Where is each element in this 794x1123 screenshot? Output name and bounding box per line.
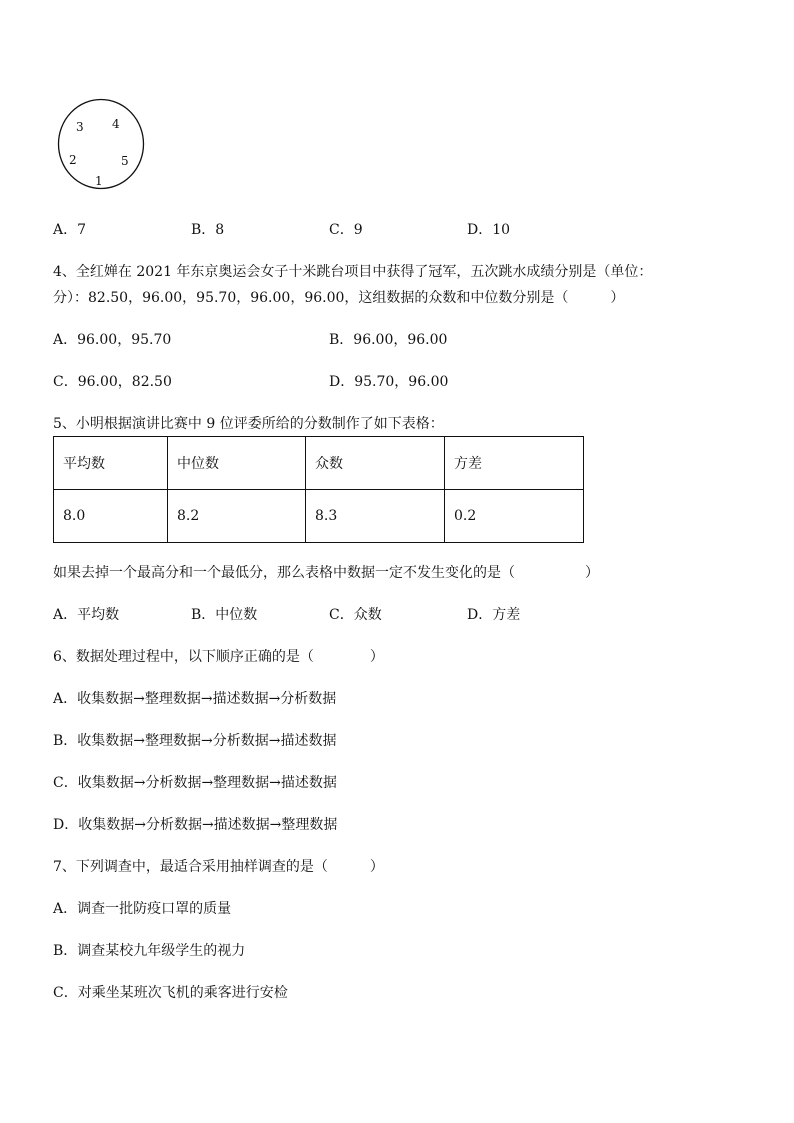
option-d: D．收集数据→分析数据→描述数据→整理数据 — [53, 817, 338, 833]
table-cell: 8.3 — [306, 490, 445, 543]
option-d: D．方差 — [467, 607, 521, 623]
question-5-stem: 5、小明根据演讲比赛中 9 位评委所给的分数制作了如下表格： — [53, 416, 444, 432]
question-6-stem: 6、数据处理过程中，以下顺序正确的是（ ） — [53, 649, 384, 665]
option-b: B．调查某校九年级学生的视力 — [53, 943, 246, 959]
question-7-stem: 7、下列调查中，最适合采用抽样调查的是（ ） — [53, 859, 384, 875]
option-b: B．中位数 — [191, 607, 258, 623]
table-cell: 0.2 — [445, 490, 584, 543]
table-header-row — [54, 437, 584, 490]
option-b: B．96.00，96.00 — [329, 332, 448, 348]
option-c: C．收集数据→分析数据→整理数据→描述数据 — [53, 775, 337, 791]
table-header-cell: 众数 — [306, 437, 445, 490]
table-header-cell: 方差 — [445, 437, 584, 490]
option-a: A．平均数 — [53, 607, 120, 623]
option-c: C．对乘坐某班次飞机的乘客进行安检 — [53, 985, 288, 1001]
option-d: D．10 — [467, 222, 511, 238]
table-row — [54, 490, 584, 543]
spinner-number: 3 — [76, 120, 84, 134]
spinner-number: 2 — [69, 153, 77, 167]
option-a: A．7 — [53, 222, 87, 238]
option-b: B．收集数据→整理数据→分析数据→描述数据 — [53, 733, 337, 749]
table-cell: 8.2 — [168, 490, 306, 543]
spinner-number: 1 — [95, 174, 103, 188]
table-cell: 8.0 — [54, 490, 168, 543]
table-header-cell: 平均数 — [54, 437, 168, 490]
option-b: B．8 — [191, 222, 225, 238]
option-d: D．95.70，96.00 — [329, 374, 449, 390]
question-4-stem-line2: 分）：82.50，96.00，95.70，96.00，96.00，这组数据的众数和中位数分别是（ ） — [53, 290, 625, 306]
spinner-figure — [57, 98, 145, 190]
spinner-number: 4 — [112, 117, 120, 131]
question-4-stem-line1: 4、全红婵在 2021 年东京奥运会女子十米跳台项目中获得了冠军，五次跳水成绩分别是（单位： — [53, 264, 653, 280]
option-c: C．96.00，82.50 — [53, 374, 172, 390]
table-header-cell: 中位数 — [168, 437, 306, 490]
option-c: C．众数 — [329, 607, 382, 623]
option-a: A．96.00，95.70 — [53, 332, 172, 348]
option-a: A．调查一批防疫口罩的质量 — [53, 901, 232, 917]
option-c: C．9 — [329, 222, 363, 238]
spinner-number: 5 — [121, 154, 129, 168]
score-table — [53, 436, 584, 543]
option-a: A．收集数据→整理数据→描述数据→分析数据 — [53, 691, 337, 707]
question-5-question: 如果去掉一个最高分和一个最低分，那么表格中数据一定不发生变化的是（ ） — [53, 565, 599, 581]
